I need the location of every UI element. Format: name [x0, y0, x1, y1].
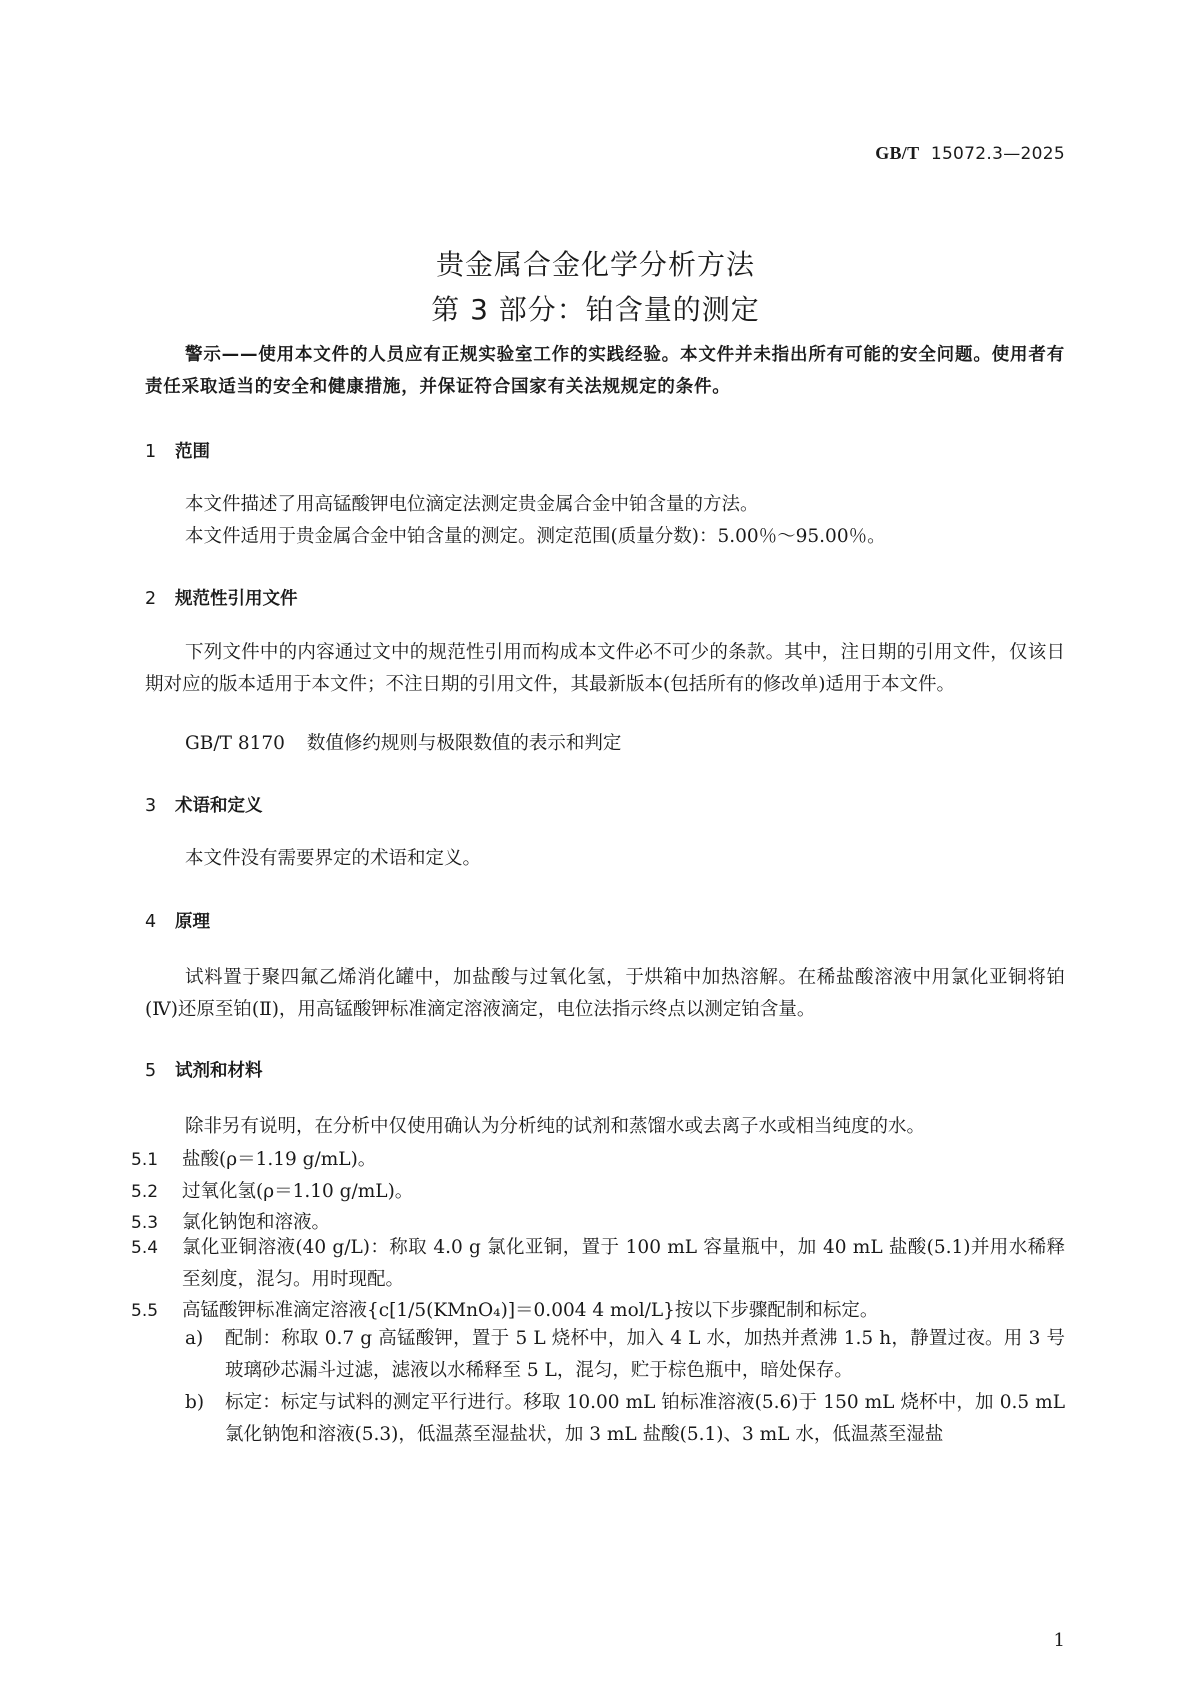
- section-title: 原理: [175, 912, 210, 932]
- section-title: 范围: [175, 442, 210, 462]
- section-number: 1: [145, 442, 157, 462]
- clause-number: 5.4: [131, 1238, 159, 1258]
- procedure-step: [185, 1387, 1065, 1451]
- step-label: a): [185, 1328, 204, 1349]
- step-text: 配制：称取 0.7 g 高锰酸钾，置于 5 L 烧杯中，加入 4 L 水，加热并煮沸 1.5 h，静置过夜。用 3 号玻璃砂芯漏斗过滤，滤液以水稀释至 5 L，混匀，贮于棕色瓶中，暗处保存。: [225, 1328, 1065, 1381]
- clause-text: 高锰酸钾标准滴定溶液{c[1/5(KMnO₄)]＝0.004 4 mol/L}按以下步骤配制和标定。: [182, 1300, 879, 1321]
- document-title-line2: 第 3 部分：铂含量的测定: [431, 293, 760, 326]
- section-heading-4: [145, 908, 210, 933]
- procedure-step: [185, 1323, 1065, 1387]
- terms-paragraph: 本文件没有需要界定的术语和定义。: [185, 848, 482, 869]
- section-heading-3: [145, 792, 263, 817]
- normative-reference: [185, 729, 621, 755]
- clause-number: 5.1: [131, 1150, 159, 1170]
- clause-number: 5.3: [131, 1213, 159, 1233]
- reagent-item: [131, 1208, 330, 1234]
- section-number: 4: [145, 912, 157, 932]
- clause-text: 氯化钠饱和溶液。: [182, 1212, 331, 1233]
- section-heading-5: [145, 1057, 263, 1082]
- reagent-item: [131, 1232, 1065, 1296]
- section-title: 试剂和材料: [175, 1061, 263, 1081]
- section-heading-1: [145, 438, 210, 463]
- principle-paragraph: 试料置于聚四氟乙烯消化罐中，加盐酸与过氧化氢，于烘箱中加热溶解。在稀盐酸溶液中用氯化亚铜将铂(Ⅳ)还原至铂(Ⅱ)，用高锰酸钾标准滴定溶液滴定，电位法指示终点以测定铂含量。: [145, 967, 1065, 1020]
- reagents-intro-paragraph: 除非另有说明，在分析中仅使用确认为分析纯的试剂和蒸馏水或去离子水或相当纯度的水。: [185, 1116, 926, 1137]
- section-title: 术语和定义: [175, 796, 263, 816]
- standard-prefix: GB/T: [875, 143, 920, 163]
- clause-number: 5.2: [131, 1182, 159, 1202]
- clause-text: 盐酸(ρ＝1.19 g/mL)。: [182, 1149, 377, 1170]
- safety-warning: 警示——使用本文件的人员应有正规实验室工作的实践经验。本文件并未指出所有可能的安全问题。使用者有责任采取适当的安全和健康措施，并保证符合国家有关法规规定的条件。: [145, 345, 1065, 397]
- clause-text: 氯化亚铜溶液(40 g/L)：称取 4.0 g 氯化亚铜，置于 100 mL 容量瓶中，加 40 mL 盐酸(5.1)并用水稀释至刻度，混匀。用时现配。: [182, 1237, 1065, 1290]
- refs-intro-paragraph: 下列文件中的内容通过文中的规范性引用而构成本文件必不可少的条款。其中，注日期的引用文件，仅该日期对应的版本适用于本文件；不注日期的引用文件，其最新版本(包括所有的修改单)适用于本文件。: [145, 642, 1065, 695]
- reference-title: 数值修约规则与极限数值的表示和判定: [306, 733, 622, 754]
- scope-paragraph-1: 本文件描述了用高锰酸钾电位滴定法测定贵金属合金中铂含量的方法。: [185, 494, 759, 515]
- step-text: 标定：标定与试料的测定平行进行。移取 10.00 mL 铂标准溶液(5.6)于 150 mL 烧杯中，加 0.5 mL 氯化钠饱和溶液(5.3)，低温蒸至湿盐状，加 3 mL 盐酸(5.1)、3 mL 水，低温蒸至湿盐: [225, 1392, 1065, 1445]
- section-heading-2: [145, 585, 298, 610]
- section-number: 3: [145, 796, 157, 816]
- standard-code: [875, 143, 1065, 164]
- section-number: 5: [145, 1061, 157, 1081]
- clause-number: 5.5: [131, 1301, 159, 1321]
- page-number: 1: [1053, 1630, 1065, 1651]
- section-number: 2: [145, 589, 157, 609]
- step-label: b): [185, 1392, 205, 1413]
- reagent-item: [131, 1145, 376, 1171]
- reagent-item: [131, 1177, 413, 1203]
- clause-text: 过氧化氢(ρ＝1.10 g/mL)。: [182, 1181, 414, 1202]
- section-title: 规范性引用文件: [175, 589, 298, 609]
- reference-code: GB/T 8170: [185, 733, 285, 754]
- scope-paragraph-2: 本文件适用于贵金属合金中铂含量的测定。测定范围(质量分数)：5.00％～95.00％。: [185, 526, 886, 547]
- document-title-line1: 贵金属合金化学分析方法: [435, 248, 755, 281]
- standard-number: 15072.3—2025: [930, 144, 1065, 164]
- reagent-item: [131, 1296, 878, 1322]
